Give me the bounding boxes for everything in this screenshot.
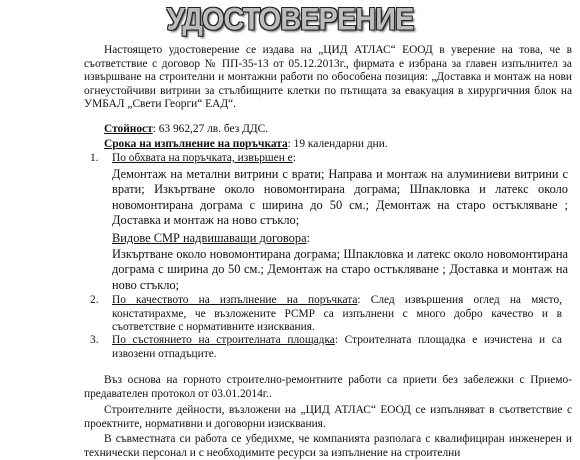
item-1-heading-tail: : <box>292 152 296 164</box>
item-3-paragraph <box>112 334 562 361</box>
document-title: УДОСТОВЕРЕНИЕ <box>166 2 414 38</box>
item-2-paragraph <box>112 294 562 335</box>
intro-paragraph <box>84 44 572 112</box>
item-1-body: Демонтаж на метални витрини с врати; Направа и монтаж на алуминиеви витрини с врати; Изкъртване около новомонтирана дограма; Шпакловка и латекс около новомонтирана дограма с ширина до 50 см.; Демонтаж на старо остъкляване ; Доставка и монтаж на ново стъкло; <box>112 167 568 228</box>
cost-line <box>104 123 564 137</box>
cost-value: : 63 962,27 лв. без ДДС. <box>152 123 269 135</box>
item-1-sub-heading-tail: : <box>306 231 311 245</box>
term-value: : 19 календарни дни. <box>287 138 388 150</box>
item-2-heading: По качеството на изпълнение на поръчката <box>112 294 358 306</box>
item-3-number: 3. <box>90 334 99 346</box>
item-1-heading <box>112 152 562 166</box>
item-1-sub-body: Изкъртване около новомонтирана дограма; Шпакловка и латекс около новомонтирана дограма с ширина до 50 см.; Демонтаж на старо остъкляване ; Доставка и монтаж на ново стъкло; <box>112 247 568 292</box>
cost-label: Стойност <box>104 123 153 135</box>
cooperation-paragraph: В съвместната си работа се убедихме, че компанията разполага с квалифициран инженерен и технически персонал и с необходимите ресурси за изпълнение на строителни <box>84 433 572 459</box>
item-3-heading: По състоянието на строителната площадка <box>112 334 335 346</box>
item-1-heading-text: По обхвата на поръчката, извършен е <box>112 152 293 164</box>
item-2-text: : След извършения оглед на място, констатирахме, че възложените РСМР са изпълнени с много добро качество и в съответствие с нормативните изисквания. <box>112 294 562 334</box>
item-3-text: : Строителната площадка е изчистена и са извозени отпадъците. <box>112 334 562 360</box>
item-2-number: 2. <box>90 294 99 306</box>
item-1-sub-heading-text: Видове СМР надвишаващи договора <box>112 231 307 245</box>
item-1-sub-heading <box>112 231 562 246</box>
term-line <box>104 138 564 152</box>
compliance-paragraph: Строителните дейности, възложени на „ЦИД АТЛАС“ ЕООД се изпълняват в съответствие с проектните, нормативни и договорни изисквания. <box>84 404 572 430</box>
term-label: Срока на изпълнение на поръчката <box>104 138 288 150</box>
intro-text: Настоящето удостоверение се издава на „ЦИД АТЛАС“ ЕООД в уверение на това, че в съответствие с договор № ПП-35-13 от 05.12.2013г., фирмата е избрана за главен изпълнител за извършване на строителни и монтажни работи по обособена позиция: „Доставка и монтаж на нови огнеустойчиви витрини за стълбищните клетки по пътищата за евакуация в хирургичния блок на УМБАЛ „Свети Георги“ ЕАД“. <box>84 44 572 111</box>
item-1-number: 1. <box>90 152 99 164</box>
acceptance-paragraph: Въз основа на горното строително-ремонтните работи са приети без забележки с Приемо-предавателен протокол от 03.01.2014г.. <box>84 374 572 400</box>
